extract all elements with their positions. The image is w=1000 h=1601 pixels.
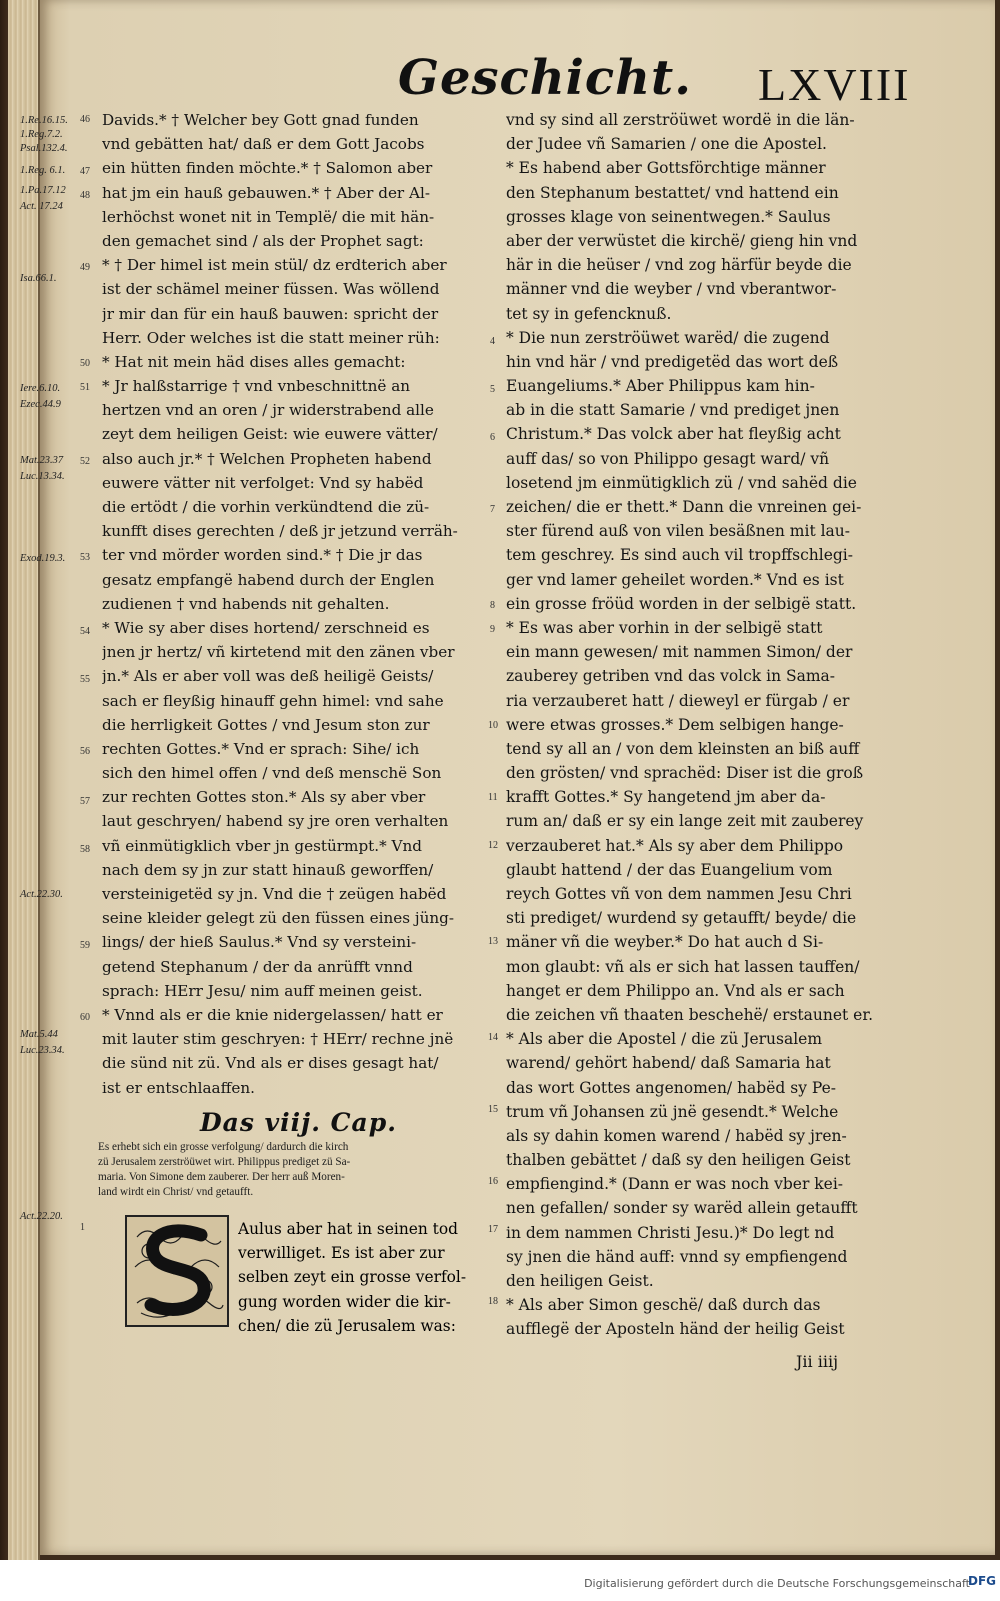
text-line: ger vnd lamer geheilet worden.* Vnd es ist	[506, 570, 844, 589]
text-line: * Hat nit mein häd dises alles gemacht:	[102, 352, 406, 371]
text-line: jnen jr hertz/ vñ kirtetend mit den zänen vber	[102, 643, 455, 662]
verse-number: 8	[490, 600, 495, 611]
verse-number: 6	[490, 432, 495, 443]
text-line: zauberey getriben vnd das volck in Sama-	[506, 667, 836, 686]
verse-number: 9	[490, 624, 495, 635]
footer-credit: Digitalisierung gefördert durch die Deutsche Forschungsgemeinschaft	[584, 1577, 970, 1590]
text-line: nach dem sy jn zur statt hinauß geworffen/	[102, 860, 434, 879]
text-line: euwere vätter nit verfolget: Vnd sy habëd	[102, 473, 424, 492]
verse-number: 55	[80, 674, 90, 685]
text-line: vnd sy sind all zerströüwet wordë in die län-	[506, 111, 855, 129]
text-line: als sy dahin komen warend / habëd sy jren-	[506, 1126, 847, 1145]
verse-number: 12	[488, 840, 498, 851]
signature-mark: Jii iiij	[796, 1352, 839, 1371]
margin-ref: Act.22.20.	[20, 1211, 63, 1222]
text-line: verzauberet hat.* Als sy aber dem Philippo	[506, 836, 844, 855]
text-line: sach er fleyßig hinauff gehn himel: vnd sahe	[102, 691, 444, 710]
margin-ref: Iere.6.10.	[20, 383, 61, 394]
chapter-summary	[98, 1140, 494, 1200]
text-line: glaubt hattend / der das Euangelium vom	[506, 860, 833, 879]
text-line: tem geschrey. Es sind auch vil tropffschlegi-	[506, 546, 853, 565]
text-line: empfiengind.* (Dann er was noch vber kei-	[506, 1175, 844, 1194]
margin-ref: 1.Pa.17.12	[20, 185, 66, 196]
summary-line: zü Jerusalem zerströüwet wirt. Philippus prediget zü Sa-	[98, 1156, 351, 1168]
margin-ref: 1.Reg. 6.1.	[20, 165, 66, 176]
page-edge-stack	[8, 0, 40, 1560]
text-line: ster fürend auß von vilen besäßnen mit lau-	[506, 522, 851, 541]
text-line: warend/ gehört habend/ daß Samaria hat	[506, 1054, 831, 1073]
text-line: jr mir dan für ein hauß bauwen: spricht der	[102, 304, 439, 323]
text-line: gung worden wider die kir-	[238, 1292, 451, 1311]
text-line: die herrligkeit Gottes / vnd Jesum ston zur	[102, 715, 430, 734]
text-line: der Judee vñ Samarien / one die Apostel.	[506, 135, 827, 154]
text-line: in dem nammen Christi Jesu.)* Do legt nd	[506, 1223, 835, 1242]
text-line: die zeichen vñ thaaten beschehë/ erstaunet er.	[506, 1005, 873, 1024]
margin-ref: Luc.23.34.	[20, 1045, 65, 1056]
text-line: thalben gebättet / daß sy den heiligen Geist	[506, 1151, 851, 1170]
text-line: kunfft dises gerechten / deß jr jetzund verräh-	[102, 522, 458, 541]
text-line: * Als aber die Apostel / die zü Jerusalem	[506, 1030, 823, 1049]
text-line: ein grosse fröüd worden in der selbigë statt.	[506, 594, 857, 613]
text-line: hin vnd här / vnd predigetëd das wort deß	[506, 352, 839, 371]
text-line: mit lauter stim geschryen: † HErr/ rechne jnë	[102, 1030, 454, 1049]
digitization-footer	[0, 1560, 1000, 1601]
text-line: den gemachet sind / als der Prophet sagt:	[102, 231, 424, 250]
text-line: * Wie sy aber dises hortend/ zerschneid es	[102, 618, 430, 637]
text-line: vnd gebätten hat/ daß er dem Gott Jacobs	[102, 135, 425, 154]
margin-ref: Act. 17.24	[20, 201, 63, 212]
margin-ref: Act.22.30.	[20, 889, 63, 900]
margin-ref: Luc.13.34.	[20, 471, 65, 482]
text-line: tet sy in gefencknuß.	[506, 304, 672, 323]
text-line: sich den himel offen / vnd deß menschë Son	[102, 764, 442, 783]
text-line: den grösten/ vnd sprachëd: Diser ist die groß	[506, 764, 864, 783]
text-line: aufflegë der Aposteln händ der heilig Geist	[506, 1320, 845, 1339]
text-line: die sünd nit zü. Vnd als er dises gesagt hat/	[102, 1054, 439, 1073]
text-line: were etwas grosses.* Dem selbigen hange-	[506, 715, 844, 734]
verse-number: 16	[488, 1176, 498, 1187]
text-line: rum an/ daß er sy ein lange zeit mit zauberey	[506, 812, 864, 831]
text-line: mäner vñ die weyber.* Do hat auch d Si-	[506, 933, 824, 952]
text-line: Euangeliums.* Aber Philippus kam hin-	[506, 377, 815, 396]
verse-number: 4	[490, 336, 495, 347]
text-line: verwilliget. Es ist aber zur	[238, 1244, 445, 1263]
verse-number: 17	[488, 1224, 498, 1235]
text-line: zudienen † vnd habends nit gehalten.	[102, 594, 390, 613]
verse-number: 11	[488, 792, 498, 803]
right-column	[506, 108, 928, 1342]
verse-number: 47	[80, 166, 90, 177]
text-line: ab in die statt Samarie / vnd prediget jnen	[506, 401, 840, 420]
text-line: mon glaubt: vñ als er sich hat lassen tauffen/	[506, 957, 860, 976]
text-line: lings/ der hieß Saulus.* Vnd sy versteini-	[102, 933, 417, 952]
margin-ref: Mat.5.44	[20, 1029, 58, 1040]
verse-number: 58	[80, 844, 90, 855]
text-line: nen gefallen/ sonder sy warëd allein getaufft	[506, 1199, 858, 1218]
verse-number: 15	[488, 1104, 498, 1115]
text-line: * Die nun zerströüwet warëd/ die zugend	[506, 328, 830, 347]
text-line: lerhöchst wonet nit in Templë/ die mit hän-	[102, 207, 435, 226]
text-line: * Es habend aber Gottsförchtige männer	[506, 159, 826, 178]
text-line: ein hütten finden möchte.* † Salomon aber	[102, 159, 433, 178]
folio-number: LXVIII	[758, 59, 911, 110]
verse-number: 14	[488, 1032, 498, 1043]
text-line: hertzen vnd an oren / jr widerstrabend alle	[102, 401, 434, 420]
verse-number: 50	[80, 358, 90, 369]
summary-line: land wirdt ein Christ/ vnd getaufft.	[98, 1186, 254, 1198]
book-page	[20, 0, 995, 1555]
text-line: zeichen/ die er thett.* Dann die vnreinen gei-	[506, 498, 862, 516]
text-line: chen/ die zü Jerusalem was:	[238, 1316, 456, 1335]
verse-number: 60	[80, 1012, 90, 1023]
text-line: auff das/ so von Philippo gesagt ward/ vñ	[506, 449, 830, 468]
text-line: sy jnen die händ auff: vnnd sy empfiengend	[506, 1247, 848, 1266]
initial-paragraph	[238, 1217, 496, 1338]
verse-number: 1	[80, 1222, 85, 1233]
text-line: ria verzauberet hatt / dieweyl er fürgab / er	[506, 691, 850, 710]
left-column	[102, 108, 485, 1100]
text-line: Aulus aber hat in seinen tod	[238, 1220, 458, 1238]
text-line: här in die heüser / vnd zog härfür beyde die	[506, 256, 852, 275]
text-line: * † Der himel ist mein stül/ dz erdterich aber	[102, 256, 447, 275]
verse-number: 53	[80, 552, 90, 563]
text-line: das wort Gottes angenomen/ habëd sy Pe-	[506, 1078, 837, 1097]
verse-number: 7	[490, 504, 495, 515]
verse-number: 54	[80, 626, 90, 637]
summary-line: Es erhebt sich ein grosse verfolgung/ dardurch die kirch	[98, 1141, 349, 1153]
text-line: sti prediget/ wurdend sy getaufft/ beyde/ die	[506, 909, 857, 928]
text-line: hat jm ein hauß gebauwen.* † Aber der Al-	[102, 183, 430, 202]
verse-number: 59	[80, 940, 90, 951]
text-line: * Es was aber vorhin in der selbigë statt	[506, 618, 823, 637]
verse-number: 46	[80, 114, 90, 125]
verse-number: 18	[488, 1296, 498, 1307]
margin-ref: Ezec.44.9	[20, 399, 61, 410]
verse-number: 56	[80, 746, 90, 757]
summary-line: maria. Von Simone dem zauberer. Der herr auß Moren-	[98, 1171, 345, 1183]
text-line: vñ einmütigklich vber jn gestürmpt.* Vnd	[102, 836, 423, 855]
margin-ref: 1.Reg.7.2.	[20, 129, 63, 140]
verse-number: 13	[488, 936, 498, 947]
text-line: männer vnd die weyber / vnd vberantwor-	[506, 280, 837, 299]
decorated-initial-s	[125, 1215, 229, 1327]
text-line: den heiligen Geist.	[506, 1272, 654, 1290]
text-line: rechten Gottes.* Vnd er sprach: Sihe/ ich	[102, 739, 420, 758]
text-line: zur rechten Gottes ston.* Als sy aber vber	[102, 788, 426, 807]
text-line: ein mann gewesen/ mit nammen Simon/ der	[506, 643, 853, 662]
verse-number: 57	[80, 796, 90, 807]
text-line: also auch jr.* † Welchen Propheten habend	[102, 449, 432, 468]
chapter-heading: Das viij. Cap.	[200, 1108, 397, 1137]
margin-ref: 1.Re.16.15.	[20, 115, 68, 126]
dfg-logo-icon: DFG	[967, 1574, 996, 1588]
text-line: losetend jm einmütigklich zü / vnd sahëd die	[506, 473, 857, 492]
text-line: den Stephanum bestattet/ vnd hattend ein	[506, 183, 839, 202]
verse-number: 52	[80, 456, 90, 467]
verse-number: 49	[80, 262, 90, 273]
text-line: aber der verwüstet die kirchë/ gieng hin vnd	[506, 231, 858, 250]
text-line: Christum.* Das volck aber hat fleyßig acht	[506, 425, 841, 444]
text-line: grosses klage von seinentwegen.* Saulus	[506, 207, 831, 226]
text-line: * Als aber Simon geschë/ daß durch das	[506, 1296, 821, 1315]
text-line: hanget er dem Philippo an. Vnd als er sach	[506, 981, 845, 1000]
verse-number: 51	[80, 382, 90, 393]
margin-ref: Isa.66.1.	[20, 273, 57, 284]
text-line: tend sy all an / von dem kleinsten an biß auff	[506, 739, 860, 758]
margin-ref: Exod.19.3.	[20, 553, 66, 564]
text-line: zeyt dem heiligen Geist: wie euwere vätter/	[102, 425, 438, 444]
text-line: * Vnnd als er die knie nidergelassen/ hatt er	[102, 1005, 443, 1024]
initial-s-ornament	[127, 1217, 227, 1325]
margin-ref: Mat.23.37	[20, 455, 64, 466]
verse-number: 48	[80, 190, 90, 201]
verse-number: 5	[490, 384, 495, 395]
text-line: getend Stephanum / der da anrüfft vnnd	[102, 957, 413, 976]
text-line: ist der schämel meiner füssen. Was wöllend	[102, 280, 440, 299]
running-head-title: Geschicht.	[398, 50, 692, 106]
text-line: seine kleider gelegt zü den füssen eines jüng-	[102, 909, 455, 928]
text-line: sprach: HErr Jesu/ nim auff meinen geist.	[102, 981, 423, 1000]
text-line: selben zeyt ein grosse verfol-	[238, 1268, 467, 1287]
text-line: die ertödt / die vorhin verkündtend die zü-	[102, 498, 430, 516]
text-line: ist er entschlaaffen.	[102, 1078, 255, 1097]
text-line: Herr. Oder welches ist die statt meiner rüh:	[102, 328, 440, 347]
text-line: Davids.* † Welcher bey Gott gnad funden	[102, 111, 419, 129]
verse-number: 10	[488, 720, 498, 731]
text-line: versteinigetëd sy jn. Vnd die † zeügen habëd	[102, 885, 447, 903]
text-line: * Jr halßstarrige † vnd vnbeschnittnë an	[102, 377, 411, 396]
text-line: ter vnd mörder worden sind.* † Die jr das	[102, 546, 423, 565]
text-line: trum vñ Johansen zü jnë gesendt.* Welche	[506, 1102, 839, 1121]
text-line: krafft Gottes.* Sy hangetend jm aber da-	[506, 788, 826, 807]
text-line: reych Gottes vñ von dem nammen Jesu Chri	[506, 885, 852, 903]
text-line: gesatz empfangë habend durch der Englen	[102, 570, 435, 589]
text-line: laut geschryen/ habend sy jre oren verhalten	[102, 812, 449, 831]
margin-ref: Psal.132.4.	[20, 143, 68, 154]
text-line: jn.* Als er aber voll was deß heiligë Geists/	[102, 667, 434, 686]
